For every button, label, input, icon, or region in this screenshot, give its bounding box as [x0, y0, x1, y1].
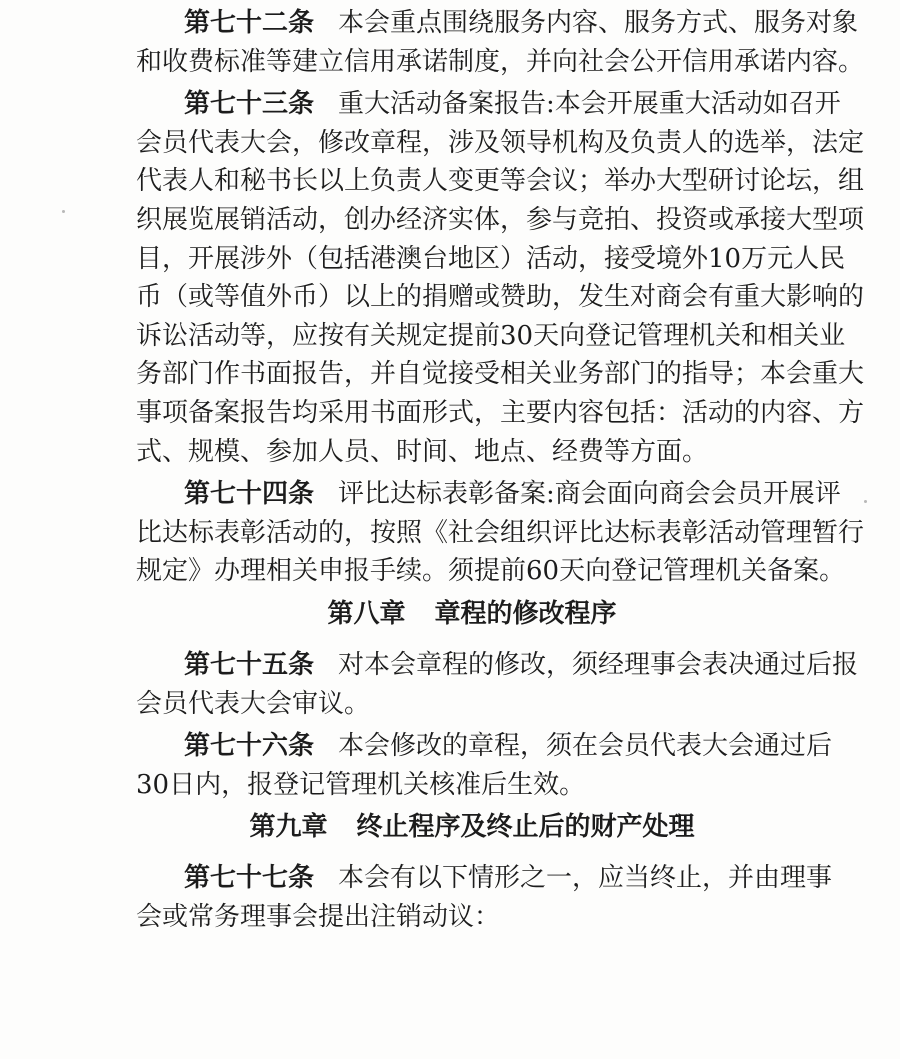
article-73-line-5: 目，开展涉外（包括港澳台地区）活动，接受境外10万元人民: [136, 243, 846, 274]
article-75-line-2: 会员代表大会审议。: [136, 688, 371, 719]
article-76-label: 第七十六条: [184, 731, 315, 762]
article-76-line-1: 第七十六条 本会修改的章程，须在会员代表大会通过后: [184, 731, 833, 762]
article-73-label: 第七十三条: [184, 89, 315, 120]
article-73-line-8: 务部门作书面报告，并自觉接受相关业务部门的指导；本会重大: [136, 359, 865, 390]
chapter-8-heading: 第八章 章程的修改程序: [327, 598, 617, 629]
article-75-label: 第七十五条: [184, 649, 315, 680]
article-73-line-6: 币（或等值外币）以上的捐赠或赞助，发生对商会有重大影响的: [136, 282, 865, 313]
scan-speck: [62, 210, 65, 213]
article-74: [136, 475, 865, 591]
article-74-label: 第七十四条: [184, 479, 315, 510]
article-73-line-7: 诉讼活动等，应按有关规定提前30天向登记管理机关和相关业: [136, 320, 846, 351]
document-body: [136, 4, 865, 936]
article-77-label: 第七十七条: [184, 863, 315, 894]
article-73-line-2: 会员代表大会，修改章程，涉及领导机构及负责人的选举，法定: [136, 127, 865, 158]
article-75: [136, 646, 859, 723]
article-73-line-10: 式、规模、参加人员、时间、地点、经费等方面。: [136, 436, 709, 467]
article-77-line-2: 会或常务理事会提出注销动议：: [136, 901, 501, 932]
article-76-line-2: 30日内，报登记管理机关核准后生效。: [136, 769, 586, 800]
article-73-line-4: 织展览展销活动，创办经济实体，参与竞拍、投资或承接大型项: [136, 204, 865, 235]
article-72: [136, 4, 865, 81]
article-73-line-9: 事项备案报告均采用书面形式，主要内容包括：活动的内容、方: [136, 397, 865, 428]
scan-speck: [864, 500, 867, 503]
chapter-9-heading: 第九章 终止程序及终止后的财产处理: [249, 812, 695, 843]
article-72-label: 第七十二条: [184, 8, 315, 38]
article-73-line-1: 第七十三条 重大活动备案报告:本会开展重大活动如召开: [184, 89, 841, 120]
article-74-line-3: 规定》办理相关申报手续。须提前60天向登记管理机关备案。: [136, 556, 846, 587]
article-73: [136, 85, 865, 471]
article-76: [136, 727, 833, 804]
article-77-line-1: 第七十七条 本会有以下情形之一，应当终止，并由理事: [184, 863, 833, 894]
article-74-line-2: 比达标表彰活动的，按照《社会组织评比达标表彰活动管理暂行: [136, 517, 865, 548]
article-74-line-1: 第七十四条 评比达标表彰备案:商会面向商会会员开展评: [184, 479, 841, 510]
article-75-line-1: 第七十五条 对本会章程的修改，须经理事会表决通过后报: [184, 649, 859, 680]
article-72-line-1: 第七十二条 本会重点围绕服务内容、服务方式、服务对象: [184, 8, 859, 38]
article-73-line-3: 代表人和秘书长以上负责人变更等会议；举办大型研讨论坛，组: [136, 166, 865, 197]
article-72-line-2: 和收费标准等建立信用承诺制度，并向社会公开信用承诺内容。: [136, 46, 865, 77]
article-77: [136, 859, 833, 936]
